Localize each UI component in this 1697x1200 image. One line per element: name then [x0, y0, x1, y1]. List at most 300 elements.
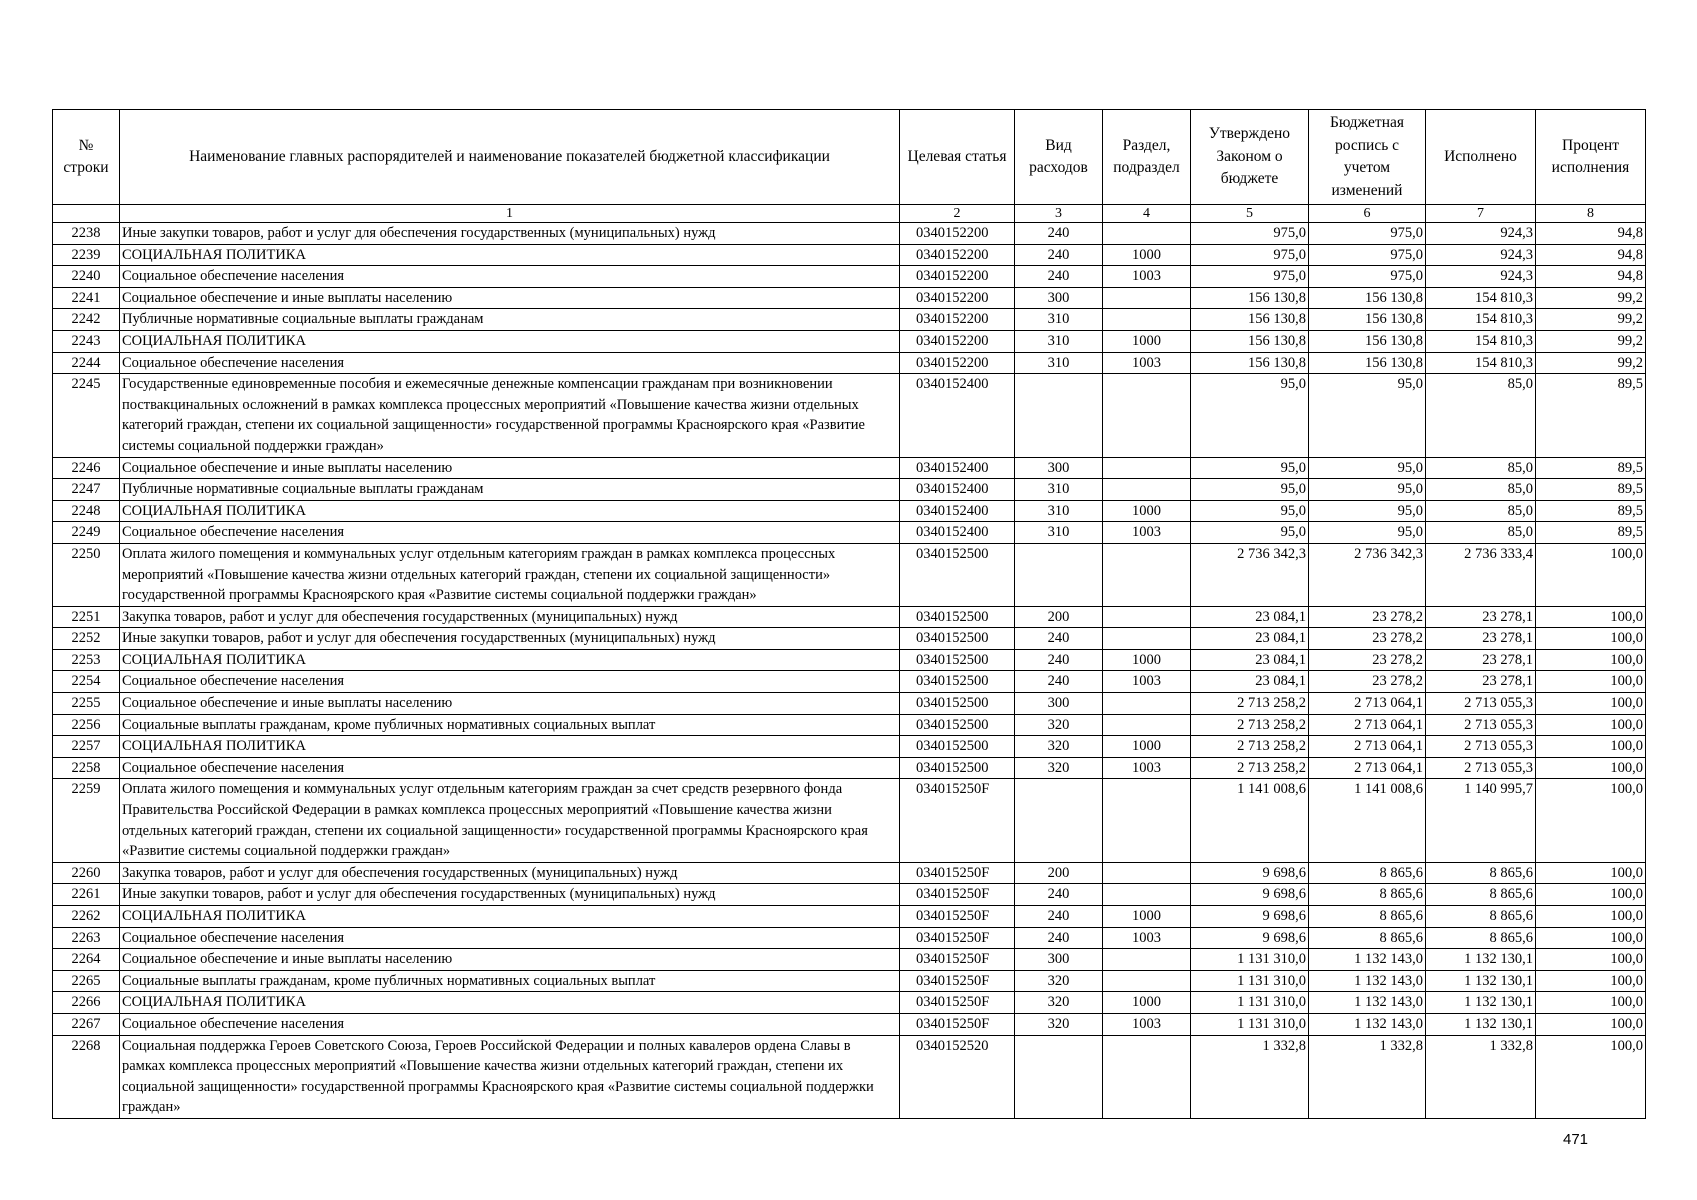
row-budget-schedule: 1 132 143,0 — [1309, 1013, 1426, 1035]
row-number: 2238 — [53, 223, 120, 245]
row-approved: 9 698,6 — [1191, 906, 1309, 928]
row-executed: 8 865,6 — [1426, 927, 1536, 949]
row-name: Социальное обеспечение населения — [120, 671, 900, 693]
row-percent: 100,0 — [1536, 884, 1646, 906]
row-expense-type: 240 — [1015, 223, 1103, 245]
row-section: 1000 — [1103, 736, 1191, 758]
row-expense-type: 310 — [1015, 522, 1103, 544]
row-target-article: 0340152200 — [900, 223, 1015, 245]
row-approved: 95,0 — [1191, 374, 1309, 457]
row-expense-type: 310 — [1015, 479, 1103, 501]
table-row — [53, 693, 1646, 715]
row-approved: 975,0 — [1191, 223, 1309, 245]
table-row — [53, 543, 1646, 606]
row-executed: 154 810,3 — [1426, 330, 1536, 352]
row-expense-type: 320 — [1015, 992, 1103, 1014]
row-name: Социальное обеспечение и иные выплаты населению — [120, 949, 900, 971]
row-section — [1103, 543, 1191, 606]
row-number: 2253 — [53, 649, 120, 671]
row-name: Публичные нормативные социальные выплаты гражданам — [120, 309, 900, 331]
row-approved: 9 698,6 — [1191, 862, 1309, 884]
row-executed: 1 140 995,7 — [1426, 779, 1536, 862]
row-budget-schedule: 2 713 064,1 — [1309, 736, 1426, 758]
row-name: Иные закупки товаров, работ и услуг для обеспечения государственных (муниципальных) нужд — [120, 223, 900, 245]
header-percent: Процент исполнения — [1536, 110, 1646, 205]
row-section: 1000 — [1103, 992, 1191, 1014]
row-section — [1103, 309, 1191, 331]
row-approved: 2 713 258,2 — [1191, 757, 1309, 779]
row-section: 1000 — [1103, 649, 1191, 671]
row-percent: 94,8 — [1536, 266, 1646, 288]
row-executed: 23 278,1 — [1426, 671, 1536, 693]
row-section — [1103, 606, 1191, 628]
row-target-article: 034015250F — [900, 970, 1015, 992]
row-number: 2256 — [53, 714, 120, 736]
row-percent: 100,0 — [1536, 628, 1646, 650]
table-row — [53, 244, 1646, 266]
row-target-article: 034015250F — [900, 884, 1015, 906]
row-expense-type: 240 — [1015, 884, 1103, 906]
row-target-article: 0340152400 — [900, 500, 1015, 522]
header-target-article: Целевая статья — [900, 110, 1015, 205]
row-number: 2240 — [53, 266, 120, 288]
row-number: 2242 — [53, 309, 120, 331]
row-executed: 1 132 130,1 — [1426, 949, 1536, 971]
table-row — [53, 1035, 1646, 1118]
header-approved: Утверждено Законом о бюджете — [1191, 110, 1309, 205]
row-target-article: 0340152500 — [900, 757, 1015, 779]
row-name: Социальная поддержка Героев Советского Союза, Героев Российской Федерации и полных кавалеров ордена Славы в рамках комплекса процессных мероприятий «Повышение качества жизни отдельных категорий граждан, степени их социальной защищенности» государственной программы Красноярского края «Развитие системы социальной поддержки граждан» — [120, 1035, 900, 1118]
table-row — [53, 223, 1646, 245]
table-body — [53, 223, 1646, 1119]
row-section — [1103, 479, 1191, 501]
table-row — [53, 757, 1646, 779]
row-section: 1000 — [1103, 244, 1191, 266]
row-expense-type: 320 — [1015, 757, 1103, 779]
row-budget-schedule: 8 865,6 — [1309, 906, 1426, 928]
row-section — [1103, 693, 1191, 715]
row-section — [1103, 374, 1191, 457]
row-target-article: 0340152500 — [900, 606, 1015, 628]
row-name: Социальное обеспечение и иные выплаты населению — [120, 693, 900, 715]
table-row — [53, 906, 1646, 928]
row-target-article: 0340152400 — [900, 522, 1015, 544]
row-approved: 1 131 310,0 — [1191, 949, 1309, 971]
row-executed: 2 713 055,3 — [1426, 757, 1536, 779]
row-expense-type: 240 — [1015, 671, 1103, 693]
row-number: 2239 — [53, 244, 120, 266]
row-approved: 156 130,8 — [1191, 330, 1309, 352]
row-expense-type: 300 — [1015, 287, 1103, 309]
row-name: Социальное обеспечение и иные выплаты населению — [120, 457, 900, 479]
row-name: СОЦИАЛЬНАЯ ПОЛИТИКА — [120, 244, 900, 266]
row-budget-schedule: 8 865,6 — [1309, 884, 1426, 906]
row-approved: 156 130,8 — [1191, 352, 1309, 374]
row-name: Социальные выплаты гражданам, кроме публичных нормативных социальных выплат — [120, 970, 900, 992]
row-section — [1103, 714, 1191, 736]
row-name: Иные закупки товаров, работ и услуг для обеспечения государственных (муниципальных) нужд — [120, 884, 900, 906]
row-expense-type: 310 — [1015, 500, 1103, 522]
row-target-article: 0340152500 — [900, 543, 1015, 606]
row-percent: 100,0 — [1536, 736, 1646, 758]
row-name: Закупка товаров, работ и услуг для обеспечения государственных (муниципальных) нужд — [120, 606, 900, 628]
row-executed: 8 865,6 — [1426, 906, 1536, 928]
row-target-article: 0340152520 — [900, 1035, 1015, 1118]
row-executed: 85,0 — [1426, 500, 1536, 522]
table-row — [53, 862, 1646, 884]
row-number: 2263 — [53, 927, 120, 949]
row-number: 2259 — [53, 779, 120, 862]
row-executed: 85,0 — [1426, 374, 1536, 457]
row-number: 2258 — [53, 757, 120, 779]
row-name: Социальное обеспечение населения — [120, 266, 900, 288]
row-percent: 89,5 — [1536, 374, 1646, 457]
row-approved: 23 084,1 — [1191, 606, 1309, 628]
row-percent: 100,0 — [1536, 1013, 1646, 1035]
row-approved: 95,0 — [1191, 522, 1309, 544]
row-expense-type: 240 — [1015, 628, 1103, 650]
budget-table — [52, 109, 1646, 1119]
row-number: 2261 — [53, 884, 120, 906]
row-expense-type: 240 — [1015, 906, 1103, 928]
row-target-article: 034015250F — [900, 949, 1015, 971]
row-target-article: 0340152400 — [900, 457, 1015, 479]
row-expense-type — [1015, 374, 1103, 457]
row-name: Социальное обеспечение и иные выплаты населению — [120, 287, 900, 309]
row-percent: 100,0 — [1536, 606, 1646, 628]
row-expense-type: 310 — [1015, 352, 1103, 374]
row-approved: 95,0 — [1191, 457, 1309, 479]
row-budget-schedule: 23 278,2 — [1309, 628, 1426, 650]
row-budget-schedule: 2 736 342,3 — [1309, 543, 1426, 606]
row-executed: 85,0 — [1426, 522, 1536, 544]
table-row — [53, 522, 1646, 544]
row-target-article: 034015250F — [900, 779, 1015, 862]
row-expense-type: 320 — [1015, 736, 1103, 758]
row-percent: 100,0 — [1536, 714, 1646, 736]
header-section: Раздел, подраздел — [1103, 110, 1191, 205]
row-section — [1103, 1035, 1191, 1118]
row-budget-schedule: 23 278,2 — [1309, 649, 1426, 671]
row-percent: 100,0 — [1536, 927, 1646, 949]
row-executed: 154 810,3 — [1426, 352, 1536, 374]
row-target-article: 0340152400 — [900, 374, 1015, 457]
row-executed: 924,3 — [1426, 266, 1536, 288]
header-row-number: № строки — [53, 110, 120, 205]
table-row — [53, 352, 1646, 374]
row-budget-schedule: 2 713 064,1 — [1309, 757, 1426, 779]
row-target-article: 034015250F — [900, 1013, 1015, 1035]
row-percent: 99,2 — [1536, 352, 1646, 374]
row-name: Оплата жилого помещения и коммунальных услуг отдельным категориям граждан за счет средств резервного фонда Правительства Российской Федерации в рамках комплекса процессных мероприятий «Повышение качества жизни отдельных категорий граждан, степени их социальной защищенности» государственной программы Красноярского края «Развитие системы социальной поддержки граждан» — [120, 779, 900, 862]
row-budget-schedule: 156 130,8 — [1309, 287, 1426, 309]
row-expense-type: 200 — [1015, 862, 1103, 884]
row-number: 2246 — [53, 457, 120, 479]
row-expense-type: 320 — [1015, 1013, 1103, 1035]
table-row — [53, 1013, 1646, 1035]
row-name: Социальное обеспечение населения — [120, 927, 900, 949]
row-target-article: 034015250F — [900, 862, 1015, 884]
row-number: 2243 — [53, 330, 120, 352]
row-name: Публичные нормативные социальные выплаты гражданам — [120, 479, 900, 501]
row-expense-type: 320 — [1015, 970, 1103, 992]
row-expense-type: 300 — [1015, 457, 1103, 479]
row-percent: 89,5 — [1536, 457, 1646, 479]
row-budget-schedule: 975,0 — [1309, 244, 1426, 266]
row-approved: 95,0 — [1191, 500, 1309, 522]
row-executed: 2 713 055,3 — [1426, 714, 1536, 736]
row-executed: 154 810,3 — [1426, 309, 1536, 331]
row-number: 2260 — [53, 862, 120, 884]
row-approved: 9 698,6 — [1191, 927, 1309, 949]
row-budget-schedule: 95,0 — [1309, 522, 1426, 544]
row-target-article: 034015250F — [900, 992, 1015, 1014]
row-section — [1103, 779, 1191, 862]
row-percent: 99,2 — [1536, 287, 1646, 309]
row-section: 1000 — [1103, 500, 1191, 522]
table-row — [53, 927, 1646, 949]
row-budget-schedule: 95,0 — [1309, 479, 1426, 501]
row-number: 2265 — [53, 970, 120, 992]
row-percent: 100,0 — [1536, 949, 1646, 971]
row-target-article: 0340152200 — [900, 352, 1015, 374]
table-row — [53, 309, 1646, 331]
row-section — [1103, 223, 1191, 245]
row-expense-type — [1015, 779, 1103, 862]
row-section: 1003 — [1103, 1013, 1191, 1035]
table-row — [53, 266, 1646, 288]
row-target-article: 0340152500 — [900, 671, 1015, 693]
row-number: 2267 — [53, 1013, 120, 1035]
row-budget-schedule: 1 332,8 — [1309, 1035, 1426, 1118]
row-target-article: 0340152200 — [900, 266, 1015, 288]
row-approved: 975,0 — [1191, 266, 1309, 288]
row-executed: 23 278,1 — [1426, 649, 1536, 671]
table-row — [53, 992, 1646, 1014]
row-percent: 100,0 — [1536, 862, 1646, 884]
row-number: 2252 — [53, 628, 120, 650]
row-percent: 89,5 — [1536, 500, 1646, 522]
row-number: 2249 — [53, 522, 120, 544]
row-percent: 100,0 — [1536, 671, 1646, 693]
row-name: СОЦИАЛЬНАЯ ПОЛИТИКА — [120, 330, 900, 352]
row-budget-schedule: 156 130,8 — [1309, 352, 1426, 374]
row-percent: 99,2 — [1536, 330, 1646, 352]
row-target-article: 0340152200 — [900, 287, 1015, 309]
table-row — [53, 714, 1646, 736]
row-percent: 100,0 — [1536, 906, 1646, 928]
row-percent: 100,0 — [1536, 693, 1646, 715]
row-target-article: 0340152500 — [900, 714, 1015, 736]
row-approved: 1 131 310,0 — [1191, 1013, 1309, 1035]
row-section: 1003 — [1103, 671, 1191, 693]
row-percent: 100,0 — [1536, 992, 1646, 1014]
row-approved: 1 131 310,0 — [1191, 992, 1309, 1014]
row-number: 2251 — [53, 606, 120, 628]
table-row — [53, 884, 1646, 906]
row-executed: 1 332,8 — [1426, 1035, 1536, 1118]
row-name: СОЦИАЛЬНАЯ ПОЛИТИКА — [120, 649, 900, 671]
row-approved: 1 332,8 — [1191, 1035, 1309, 1118]
row-approved: 23 084,1 — [1191, 649, 1309, 671]
row-executed: 924,3 — [1426, 244, 1536, 266]
table-row — [53, 779, 1646, 862]
column-number: 4 — [1103, 205, 1191, 223]
row-percent: 100,0 — [1536, 970, 1646, 992]
row-name: Социальное обеспечение населения — [120, 757, 900, 779]
row-name: СОЦИАЛЬНАЯ ПОЛИТИКА — [120, 906, 900, 928]
table-row — [53, 287, 1646, 309]
row-percent: 94,8 — [1536, 244, 1646, 266]
row-budget-schedule: 1 132 143,0 — [1309, 970, 1426, 992]
row-expense-type: 310 — [1015, 309, 1103, 331]
table-row — [53, 457, 1646, 479]
row-executed: 85,0 — [1426, 479, 1536, 501]
row-budget-schedule: 1 141 008,6 — [1309, 779, 1426, 862]
row-target-article: 034015250F — [900, 906, 1015, 928]
row-budget-schedule: 95,0 — [1309, 457, 1426, 479]
row-executed: 154 810,3 — [1426, 287, 1536, 309]
row-number: 2268 — [53, 1035, 120, 1118]
row-budget-schedule: 1 132 143,0 — [1309, 949, 1426, 971]
row-expense-type: 240 — [1015, 244, 1103, 266]
row-section: 1003 — [1103, 757, 1191, 779]
column-number: 2 — [900, 205, 1015, 223]
row-target-article: 0340152400 — [900, 479, 1015, 501]
row-percent: 100,0 — [1536, 543, 1646, 606]
row-executed: 2 713 055,3 — [1426, 736, 1536, 758]
row-budget-schedule: 2 713 064,1 — [1309, 693, 1426, 715]
row-percent: 99,2 — [1536, 309, 1646, 331]
row-approved: 156 130,8 — [1191, 309, 1309, 331]
row-target-article: 0340152500 — [900, 649, 1015, 671]
row-expense-type: 310 — [1015, 330, 1103, 352]
row-name: Социальное обеспечение населения — [120, 352, 900, 374]
row-name: Иные закупки товаров, работ и услуг для обеспечения государственных (муниципальных) нужд — [120, 628, 900, 650]
row-target-article: 0340152500 — [900, 693, 1015, 715]
header-executed: Исполнено — [1426, 110, 1536, 205]
row-expense-type: 300 — [1015, 949, 1103, 971]
table-row — [53, 606, 1646, 628]
table-row — [53, 479, 1646, 501]
row-number: 2266 — [53, 992, 120, 1014]
row-name: Социальное обеспечение населения — [120, 1013, 900, 1035]
row-target-article: 0340152200 — [900, 309, 1015, 331]
row-section: 1003 — [1103, 266, 1191, 288]
row-executed: 1 132 130,1 — [1426, 1013, 1536, 1035]
table-row — [53, 649, 1646, 671]
row-executed: 2 713 055,3 — [1426, 693, 1536, 715]
row-budget-schedule: 2 713 064,1 — [1309, 714, 1426, 736]
row-budget-schedule: 156 130,8 — [1309, 330, 1426, 352]
row-budget-schedule: 975,0 — [1309, 266, 1426, 288]
row-expense-type — [1015, 1035, 1103, 1118]
row-name: СОЦИАЛЬНАЯ ПОЛИТИКА — [120, 500, 900, 522]
row-expense-type: 240 — [1015, 927, 1103, 949]
row-name: Государственные единовременные пособия и ежемесячные денежные компенсации гражданам при возникновении поствакцинальных осложнений в рамках комплекса процессных мероприятий «Повышение качества жизни отдельных категорий граждан, степени их социальной защищенности» государственной программы Красноярского края «Развитие системы социальной поддержки граждан» — [120, 374, 900, 457]
header-name: Наименование главных распорядителей и наименование показателей бюджетной классификации — [120, 110, 900, 205]
row-expense-type: 300 — [1015, 693, 1103, 715]
row-approved: 23 084,1 — [1191, 628, 1309, 650]
row-section: 1003 — [1103, 352, 1191, 374]
row-approved: 2 736 342,3 — [1191, 543, 1309, 606]
table-row — [53, 671, 1646, 693]
row-section — [1103, 884, 1191, 906]
row-budget-schedule: 8 865,6 — [1309, 862, 1426, 884]
row-number: 2244 — [53, 352, 120, 374]
column-number-blank — [53, 205, 120, 223]
row-approved: 2 713 258,2 — [1191, 736, 1309, 758]
table-row — [53, 628, 1646, 650]
row-number: 2264 — [53, 949, 120, 971]
row-approved: 975,0 — [1191, 244, 1309, 266]
row-section: 1000 — [1103, 906, 1191, 928]
row-section — [1103, 862, 1191, 884]
table-header — [53, 110, 1646, 223]
row-expense-type: 240 — [1015, 266, 1103, 288]
row-number: 2247 — [53, 479, 120, 501]
row-number: 2262 — [53, 906, 120, 928]
row-section: 1003 — [1103, 927, 1191, 949]
row-approved: 156 130,8 — [1191, 287, 1309, 309]
row-percent: 89,5 — [1536, 479, 1646, 501]
table-row — [53, 736, 1646, 758]
row-executed: 85,0 — [1426, 457, 1536, 479]
header-budget-schedule: Бюджетная роспись с учетом изменений — [1309, 110, 1426, 205]
row-section — [1103, 457, 1191, 479]
row-number: 2250 — [53, 543, 120, 606]
row-section: 1000 — [1103, 330, 1191, 352]
row-budget-schedule: 8 865,6 — [1309, 927, 1426, 949]
row-budget-schedule: 975,0 — [1309, 223, 1426, 245]
column-number: 5 — [1191, 205, 1309, 223]
row-name: Социальное обеспечение населения — [120, 522, 900, 544]
row-approved: 2 713 258,2 — [1191, 714, 1309, 736]
row-expense-type: 240 — [1015, 649, 1103, 671]
row-number: 2255 — [53, 693, 120, 715]
row-executed: 924,3 — [1426, 223, 1536, 245]
row-name: Закупка товаров, работ и услуг для обеспечения государственных (муниципальных) нужд — [120, 862, 900, 884]
row-expense-type: 320 — [1015, 714, 1103, 736]
row-section: 1003 — [1103, 522, 1191, 544]
row-approved: 23 084,1 — [1191, 671, 1309, 693]
row-percent: 100,0 — [1536, 779, 1646, 862]
table-row — [53, 949, 1646, 971]
table-row — [53, 970, 1646, 992]
row-target-article: 034015250F — [900, 927, 1015, 949]
row-approved: 9 698,6 — [1191, 884, 1309, 906]
row-executed: 8 865,6 — [1426, 862, 1536, 884]
column-number: 6 — [1309, 205, 1426, 223]
row-percent: 100,0 — [1536, 649, 1646, 671]
row-section — [1103, 287, 1191, 309]
row-approved: 1 131 310,0 — [1191, 970, 1309, 992]
row-number: 2257 — [53, 736, 120, 758]
row-executed: 1 132 130,1 — [1426, 970, 1536, 992]
row-section — [1103, 628, 1191, 650]
table-row — [53, 500, 1646, 522]
row-executed: 1 132 130,1 — [1426, 992, 1536, 1014]
row-number: 2241 — [53, 287, 120, 309]
row-approved: 2 713 258,2 — [1191, 693, 1309, 715]
row-name: Социальные выплаты гражданам, кроме публичных нормативных социальных выплат — [120, 714, 900, 736]
row-executed: 23 278,1 — [1426, 628, 1536, 650]
row-budget-schedule: 23 278,2 — [1309, 671, 1426, 693]
row-executed: 23 278,1 — [1426, 606, 1536, 628]
row-budget-schedule: 95,0 — [1309, 500, 1426, 522]
table-row — [53, 330, 1646, 352]
row-name: СОЦИАЛЬНАЯ ПОЛИТИКА — [120, 736, 900, 758]
